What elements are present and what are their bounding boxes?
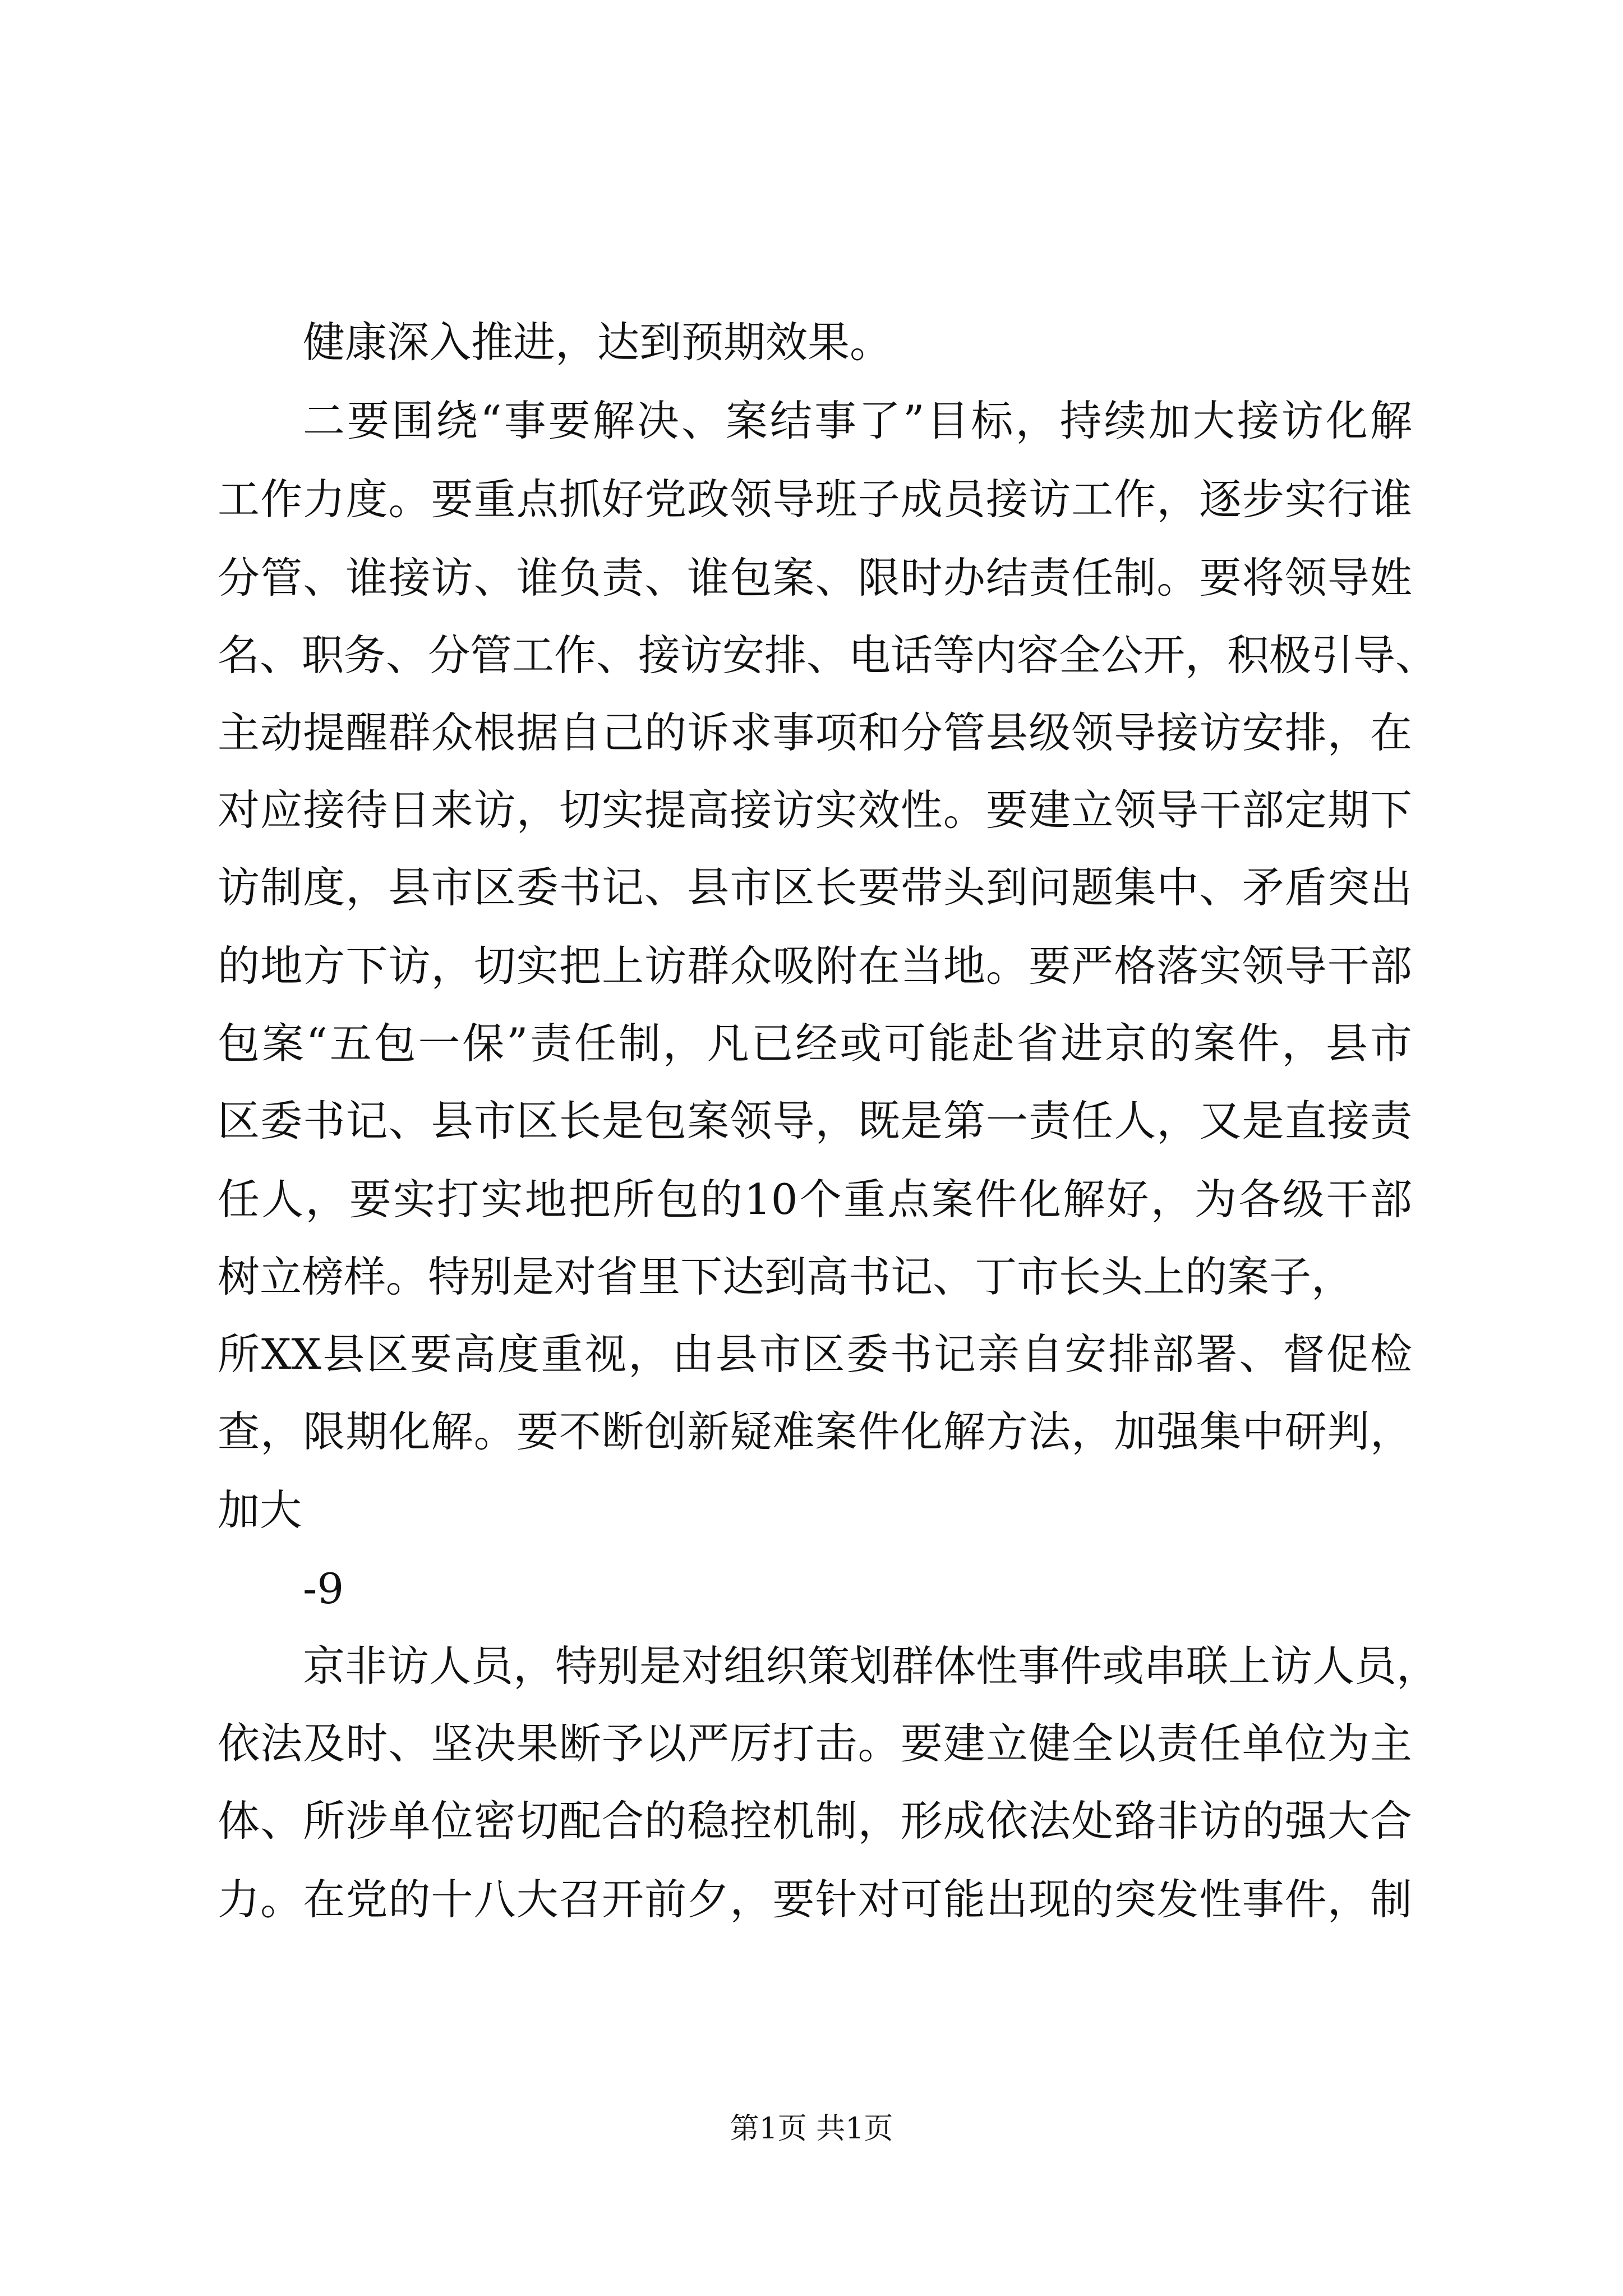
text-line-7: 对应接待日来访，切实提高接访实效性。要建立领导干部定期下 <box>218 785 1412 835</box>
text-line-5: 名、职务、分管工作、接访安排、电话等内容全公开，积极引导、 <box>218 631 1438 680</box>
text-line-14: 所XX县区要高度重视，由县市区委书记亲自安排部署、督促检 <box>218 1329 1412 1379</box>
text-line-9: 的地方下访，切实把上访群众吸附在当地。要严格落实领导干部 <box>218 941 1412 991</box>
text-line-15: 查，限期化解。要不断创新疑难案件化解方法，加强集中研判， <box>218 1407 1412 1456</box>
text-line-20: 力。在党的十八大召开前夕，要针对可能出现的突发性事件，制 <box>218 1875 1412 1924</box>
text-line-11: 区委书记、县市区长是包案领导，既是第一责任人，又是直接责 <box>218 1096 1412 1145</box>
text-line-3: 工作力度。要重点抓好党政领导班子成员接访工作，逐步实行谁 <box>218 475 1412 524</box>
text-line-10: 包案“五包一保”责任制，凡已经或可能赴省进京的案件，县市 <box>218 1019 1412 1068</box>
text-line-17: 京非访人员，特别是对组织策划群体性事件或串联上访人员， <box>303 1641 1439 1691</box>
text-line-13: 树立榜样。特别是对省里下达到高书记、丁市长头上的案子， <box>218 1252 1354 1301</box>
text-line-6: 主动提醒群众根据自己的诉求事项和分管县级领导接访安排，在 <box>218 708 1412 757</box>
page-marker: -9 <box>303 1564 344 1613</box>
text-line-19: 体、所涉单位密切配合的稳控机制，形成依法处臵非访的强大合 <box>218 1796 1412 1846</box>
page-footer: 第1页 共1页 <box>730 2112 893 2146</box>
text-line-4: 分管、谁接访、谁负责、谁包案、限时办结责任制。要将领导姓 <box>218 553 1412 602</box>
text-line-18: 依法及时、坚决果断予以严厉打击。要建立健全以责任单位为主 <box>218 1719 1412 1768</box>
text-line-16: 加大 <box>218 1485 302 1535</box>
text-line-12: 任人，要实打实地把所包的10个重点案件化解好，为各级干部 <box>218 1175 1412 1224</box>
text-line-8: 访制度，县市区委书记、县市区长要带头到问题集中、矛盾突出 <box>218 863 1412 912</box>
text-line-1: 健康深入推进，达到预期效果。 <box>303 318 892 367</box>
text-line-2: 二要围绕“事要解决、案结事了”目标，持续加大接访化解 <box>303 396 1412 445</box>
